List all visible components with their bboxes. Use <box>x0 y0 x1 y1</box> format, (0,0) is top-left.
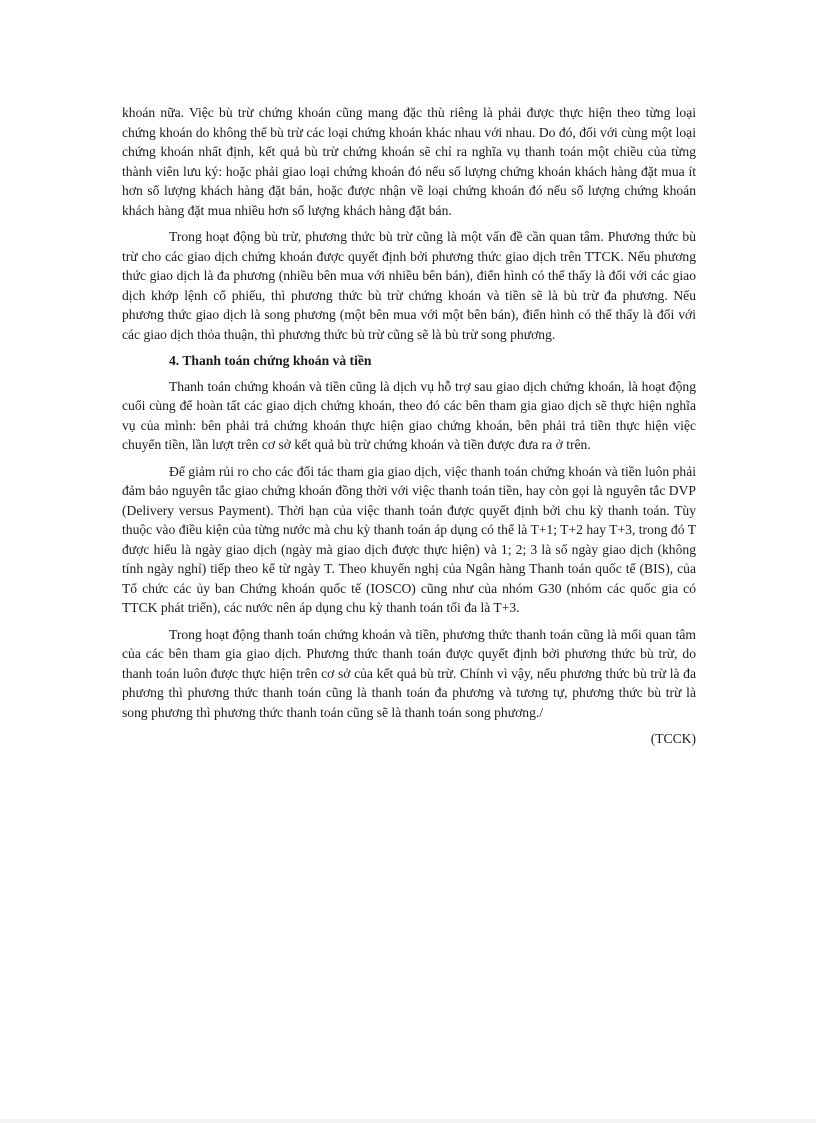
paragraph-settlement-intro: Thanh toán chứng khoán và tiền cũng là dịch vụ hỗ trợ sau giao dịch chứng khoán, là hoạt động cuối cùng để hoàn tất các giao dịch chứng khoán, theo đó các bên tham gia giao dịch sẽ thực hiện nghĩa vụ của mình: bên phải trả chứng khoán thực hiện giao chứng khoán, bên phải trả tiền thực hiện việc chuyển tiền, lần lượt trên cơ sở kết quả bù trừ chứng khoán và tiền được đưa ra ở trên. <box>122 378 696 452</box>
source-attribution: (TCCK) <box>650 731 696 746</box>
paragraph-settlement-dvp: Để giảm rủi ro cho các đối tác tham gia giao dịch, việc thanh toán chứng khoán và tiền luôn phải đảm bảo nguyên tắc giao chứng khoán đồng thời với việc thanh toán tiền, hay còn gọi là nguyên tắc DVP (Delivery versus Payment). Thời hạn của việc thanh toán được quyết định bởi chu kỳ thanh toán. Tùy thuộc vào điều kiện của từng nước mà chu kỳ thanh toán áp dụng có thể là T+1; T+2 hay T+3, trong đó T được hiểu là ngày giao dịch (ngày mà giao dịch được thực hiện) và 1; 2; 3 là số ngày giao dịch (không tính ngày nghỉ) tiếp theo kể từ ngày T. Theo khuyến nghị của Ngân hàng Thanh toán quốc tế (BIS), của Tổ chức các ủy ban Chứng khoán quốc tế (IOSCO) cũng như của nhóm G30 (nhóm các quốc gia có TTCK phát triển), các nước nên áp dụng chu kỳ thanh toán tối đa là T+3. <box>122 463 696 615</box>
page-bottom-edge <box>0 1119 816 1123</box>
paragraph-clearing-continuation: khoán nữa. Việc bù trừ chứng khoán cũng mang đặc thù riêng là phải được thực hiện theo từng loại chứng khoán do không thể bù trừ các loại chứng khoán khác nhau với nhau. Do đó, đối với cùng một loại chứng khoán nhất định, kết quả bù trừ chứng khoán sẽ chỉ ra nghĩa vụ thanh toán một chiều của từng thành viên lưu ký: hoặc phải giao loại chứng khoán đó nếu số lượng chứng khoán khách hàng đặt mua ít hơn số lượng khách hàng đặt bán, hoặc được nhận về loại chứng khoán đó nếu số lượng chứng khoán khách hàng đặt mua nhiều hơn số lượng khách hàng đặt bán. <box>122 105 696 218</box>
section-heading: 4. Thanh toán chứng khoán và tiền <box>169 353 372 368</box>
paragraph-clearing-method: Trong hoạt động bù trừ, phương thức bù trừ cũng là một vấn đề cần quan tâm. Phương thức bù trừ cho các giao dịch chứng khoán được quyết định bởi phương thức giao dịch trên TTCK. Nếu phương thức giao dịch là đa phương (nhiều bên mua với nhiều bên bán), điển hình có thể thấy là đối với các giao dịch khớp lệnh cổ phiếu, thì phương thức bù trừ chứng khoán và tiền sẽ là bù trừ đa phương. Nếu phương thức giao dịch là song phương (một bên mua với một bên bán), điển hình có thể thấy là đối với các giao dịch thỏa thuận, thì phương thức bù trừ cũng sẽ là bù trừ song phương. <box>122 229 696 342</box>
paragraph-settlement-method: Trong hoạt động thanh toán chứng khoán và tiền, phương thức thanh toán cũng là mối quan tâm của các bên tham gia giao dịch. Phương thức thanh toán được quyết định bởi phương thức bù trừ, do thanh toán luôn được thực hiện trên cơ sở của kết quả bù trừ. Chính vì vậy, nếu phương thức bù trừ là đa phương thì phương thức thanh toán cũng là thanh toán đa phương và tương tự, phương thức bù trừ là song phương thì phương thức thanh toán cũng sẽ là thanh toán song phương./ <box>122 626 696 720</box>
document-body <box>122 103 696 749</box>
